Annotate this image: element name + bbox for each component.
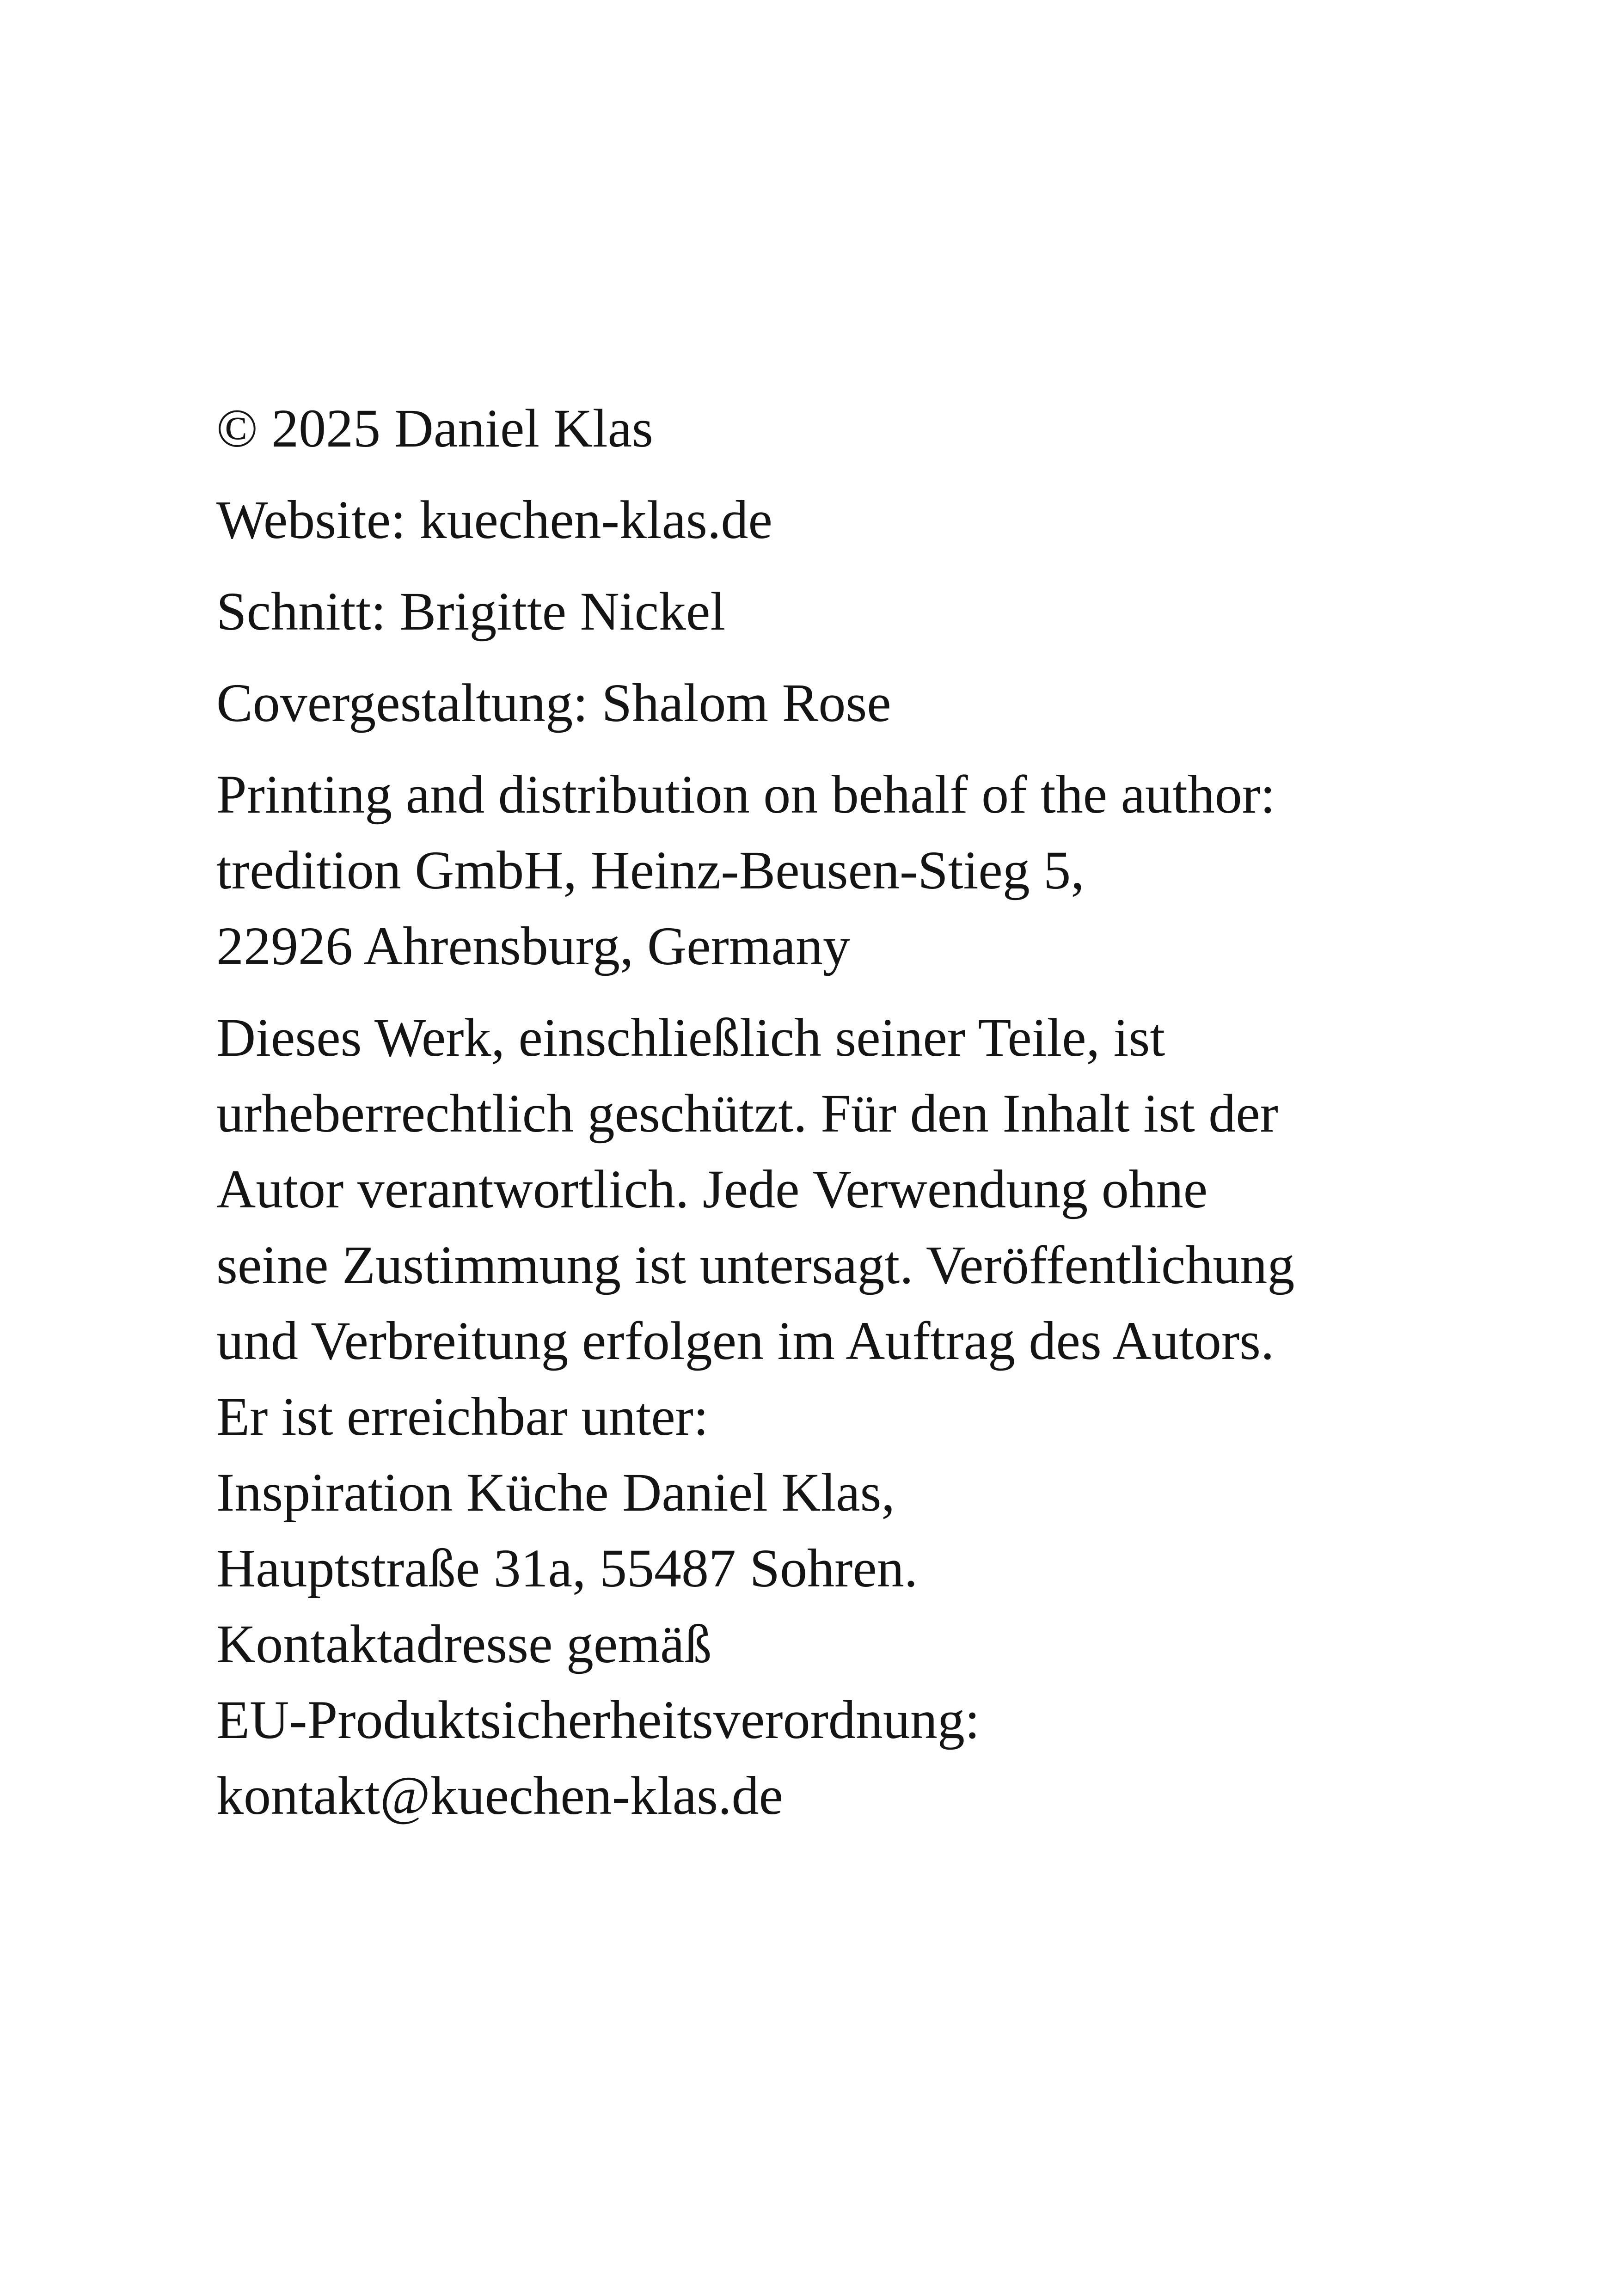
cover-design-block	[216, 665, 1465, 741]
contact-email: kontakt@kuechen-klas.de	[216, 1765, 783, 1826]
editing-credit: Schnitt: Brigitte Nickel	[216, 581, 726, 642]
printing-line: tredition GmbH, Heinz-Beusen-Stieg 5,	[216, 840, 1085, 900]
legal-notice-line: EU-Produktsicherheitsverordnung:	[216, 1690, 980, 1750]
printing-line: Printing and distribution on behalf of the author:	[216, 764, 1275, 825]
legal-notice-line: urheberrechtlich geschützt. Für den Inhalt ist der	[216, 1083, 1278, 1144]
imprint-content	[216, 391, 1465, 1849]
legal-notice-line: seine Zustimmung ist untersagt. Veröffentlichung	[216, 1235, 1295, 1295]
printing-line: 22926 Ahrensburg, Germany	[216, 916, 851, 976]
legal-notice-line: und Verbreitung erfolgen im Auftrag des Autors.	[216, 1310, 1275, 1371]
website-block	[216, 482, 1465, 558]
website-line: Website: kuechen-klas.de	[216, 490, 772, 550]
cover-design-credit: Covergestaltung: Shalom Rose	[216, 673, 891, 733]
legal-notice-line: Inspiration Küche Daniel Klas,	[216, 1462, 895, 1523]
legal-notice-line: Kontaktadresse gemäß	[216, 1614, 712, 1674]
copyright-block	[216, 391, 1465, 466]
editing-block	[216, 574, 1465, 649]
copyright-line: © 2025 Daniel Klas	[216, 398, 653, 459]
printing-block	[216, 757, 1465, 984]
legal-notice-line: Autor verantwortlich. Jede Verwendung ohne	[216, 1159, 1208, 1219]
legal-notice-block	[216, 1000, 1465, 1834]
legal-notice-line: Er ist erreichbar unter:	[216, 1386, 709, 1447]
legal-notice-line: Dieses Werk, einschließlich seiner Teile, ist	[216, 1007, 1165, 1068]
legal-notice-line: Hauptstraße 31a, 55487 Sohren.	[216, 1538, 918, 1598]
